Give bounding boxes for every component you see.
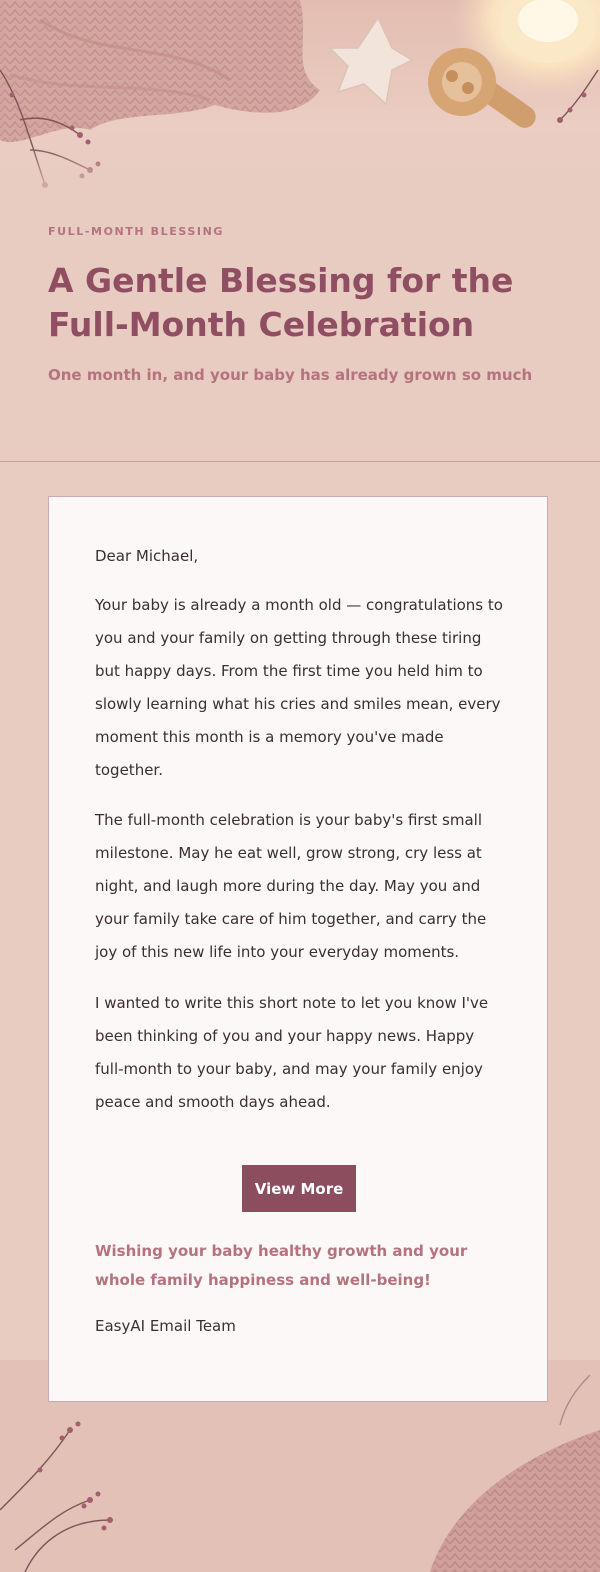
eyebrow-label: FULL-MONTH BLESSING (48, 225, 225, 238)
hero-image (0, 0, 600, 205)
star-plush (330, 18, 412, 104)
email-subtitle: One month in, and your baby has already grown so much (48, 366, 533, 384)
header-divider (0, 461, 600, 462)
letter-card (48, 496, 548, 1402)
knitted-blanket (0, 0, 320, 142)
email-title: A Gentle Blessing for the Full-Month Celebration (48, 261, 514, 344)
view-more-button[interactable]: View More (242, 1165, 356, 1212)
hero-fade (0, 145, 600, 205)
closing-wish: Wishing your baby healthy growth and your whole family happiness and well-being! (95, 1242, 468, 1289)
paragraph-3: I wanted to write this short note to let you know I've been thinking of you and your happy news. Happy full-month to your baby, and may your family enjoy peace and smooth days ahead. (95, 994, 489, 1111)
greeting: Dear Michael, (95, 547, 199, 565)
signature: EasyAI Email Team (95, 1317, 236, 1335)
paragraph-1: Your baby is already a month old — congratulations to you and your family on getting through these tiring but happy days. From the first time you held him to slowly learning what his cries and smiles mean, every moment this month is a memory you've made together. (95, 596, 503, 779)
paragraph-2: The full-month celebration is your baby's first small milestone. May he eat well, grow strong, cry less at night, and laugh more during the day. May you and your family take care of him together, and carry the joy of this new life into your everyday moments. (95, 811, 487, 961)
email-header (0, 205, 600, 461)
